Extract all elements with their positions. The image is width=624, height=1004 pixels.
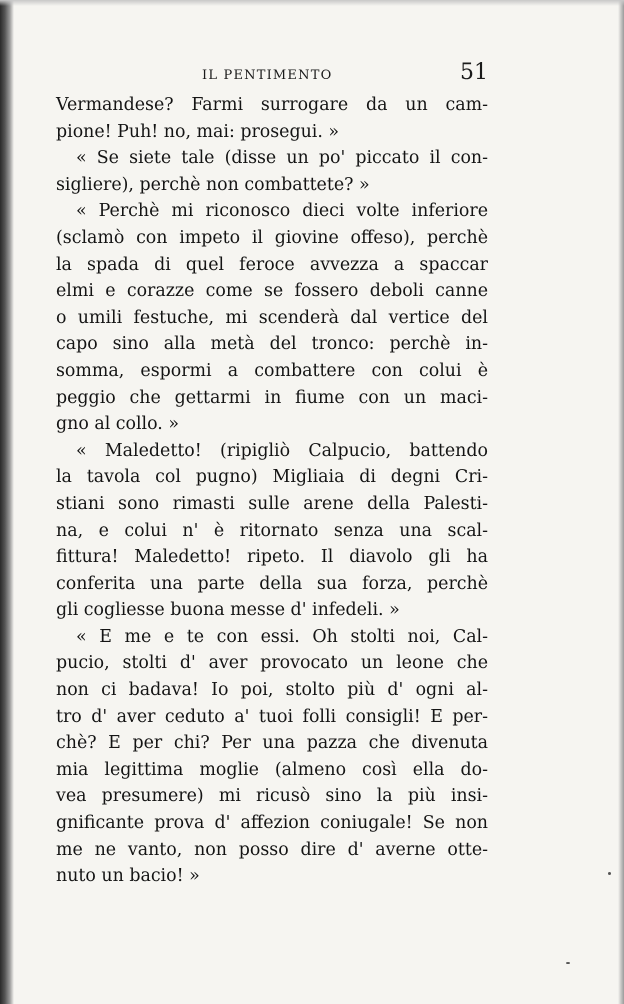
text-line: tro d' aver ceduto a' tuoi folli consigli! E per- bbox=[56, 706, 488, 727]
page-header bbox=[56, 60, 488, 90]
body-text bbox=[56, 92, 488, 890]
text-line: la spada di quel feroce avvezza a spaccar bbox=[56, 254, 488, 275]
text-line: conferita una parte della sua forza, perchè bbox=[56, 573, 488, 594]
text-line: peggio che gettarmi in fiume con un maci- bbox=[56, 387, 488, 408]
text-line: stiani sono rimasti sulle arene della Palesti- bbox=[56, 493, 488, 514]
paragraph bbox=[56, 438, 488, 624]
paragraph bbox=[56, 145, 488, 198]
paragraph bbox=[56, 624, 488, 890]
text-line: « Perchè mi riconosco dieci volte inferiore bbox=[76, 201, 488, 222]
text-line: non ci badava! Io poi, stolto più d' ogni al- bbox=[56, 680, 488, 701]
text-line: me ne vanto, non posso dire d' averne otte- bbox=[56, 839, 488, 860]
text-line: « Se siete tale (disse un po' piccato il con- bbox=[76, 148, 488, 169]
text-line: « Maledetto! (ripigliò Calpucio, battendo bbox=[76, 440, 488, 461]
page-edge-shadow bbox=[618, 0, 624, 1004]
text-line: o umili festuche, mi scenderà dal vertice del bbox=[56, 307, 488, 328]
text-line: vea presumere) mi ricusò sino la più insi- bbox=[56, 786, 488, 807]
text-line: chè? E per chi? Per una pazza che divenuta bbox=[56, 733, 488, 754]
page-number: 51 bbox=[460, 60, 488, 85]
text-line: mia legittima moglie (almeno così ella do- bbox=[56, 759, 488, 780]
text-line: capo sino alla metà del tronco: perchè in- bbox=[56, 334, 488, 355]
paper-speck bbox=[608, 872, 611, 875]
text-line: elmi e corazze come se fossero deboli canne bbox=[56, 281, 488, 302]
text-line: nuto un bacio! » bbox=[56, 866, 200, 887]
page-binding-shadow bbox=[0, 0, 14, 1004]
text-line: gno al collo. » bbox=[56, 414, 179, 435]
text-line: « E me e te con essi. Oh stolti noi, Cal- bbox=[76, 626, 488, 647]
paragraph bbox=[56, 92, 488, 145]
text-line: fittura! Maledetto! ripeto. Il diavolo gli ha bbox=[56, 547, 488, 568]
text-line: pucio, stolti d' aver provocato un leone che bbox=[56, 653, 488, 674]
text-line: sigliere), perchè non combattete? » bbox=[56, 174, 370, 195]
text-line: gnificante prova d' affezion coniugale! Se non bbox=[56, 813, 488, 834]
text-line: gli cogliesse buona messe d' infedeli. » bbox=[56, 600, 400, 621]
text-line: (sclamò con impeto il giovine offeso), perchè bbox=[56, 227, 488, 248]
paper-speck bbox=[566, 962, 570, 964]
text-line: na, e colui n' è ritornato senza una scal- bbox=[56, 520, 488, 541]
running-head: IL PENTIMENTO bbox=[202, 68, 333, 83]
text-line: somma, espormi a combattere con colui è bbox=[56, 360, 488, 381]
paragraph bbox=[56, 198, 488, 437]
page-top-shadow bbox=[0, 0, 624, 6]
text-line: la tavola col pugno) Migliaia di degni Cri- bbox=[56, 467, 488, 488]
text-line: pione! Puh! no, mai: prosegui. » bbox=[56, 121, 340, 142]
text-line: Vermandese? Farmi surrogare da un cam- bbox=[56, 95, 488, 115]
